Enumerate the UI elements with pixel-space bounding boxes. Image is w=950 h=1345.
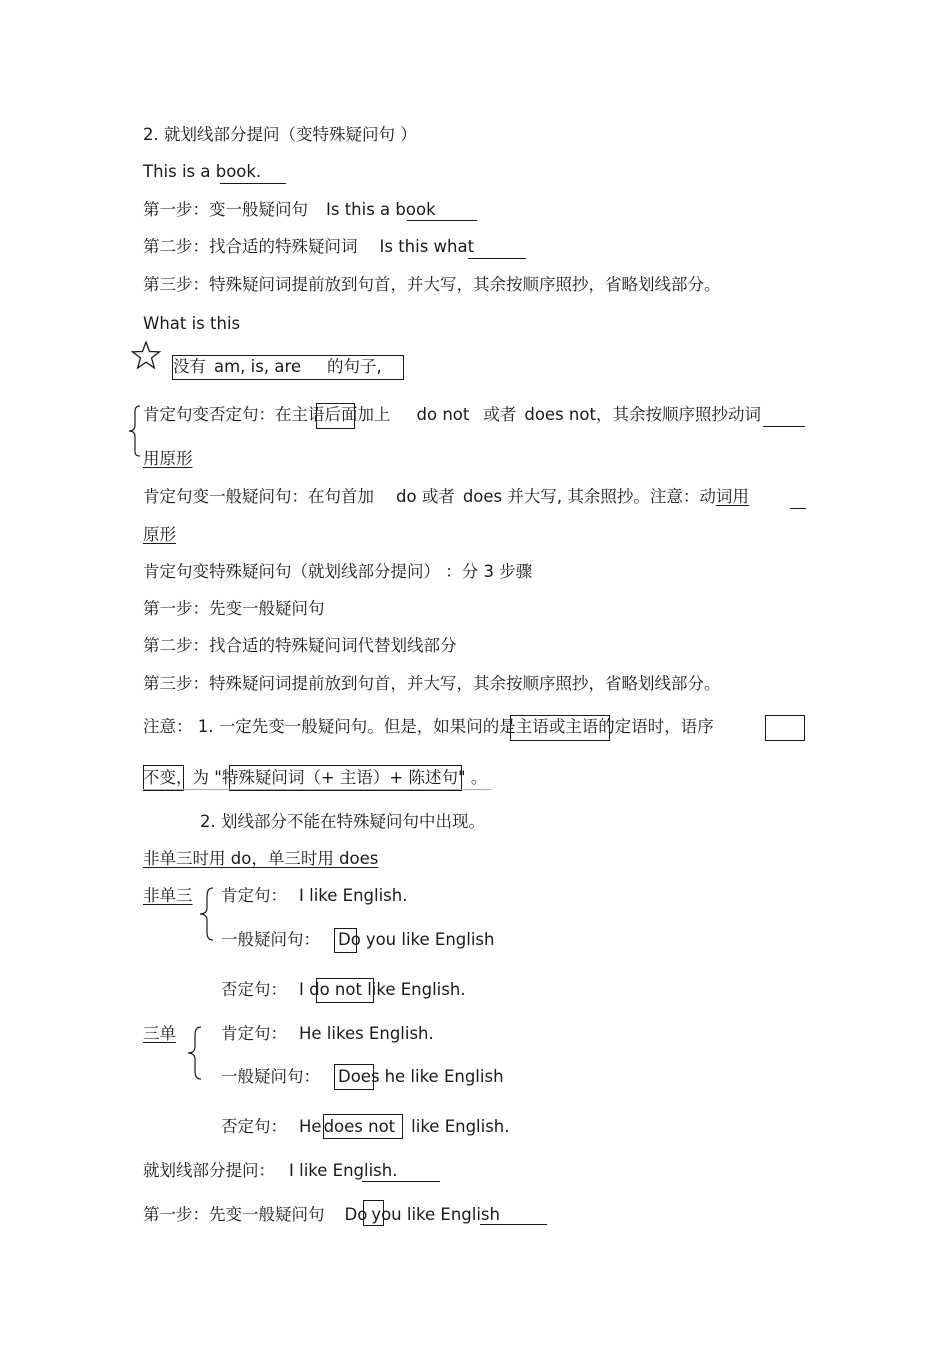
rule-text: 没有 am, is, are 的句子, [173,357,382,376]
do-not-box [316,978,374,1003]
do-box [334,928,357,953]
underline [480,1224,547,1225]
special-step2: 第二步：找合适的特殊疑问词代替划线部分 [143,636,457,655]
underline [407,220,477,221]
third-person-label: 三单 [143,1024,176,1043]
example-step3: 第三步：特殊疑问词提前放到句首，并大写，其余按顺序照抄，省略划线部分。 [143,275,721,294]
left-brace-icon [199,887,215,941]
note-2: 2. 划线部分不能在特殊疑问句中出现。 [200,812,485,831]
final-step1: 第一步：先变一般疑问句 Do you like English [143,1205,500,1224]
q-rule-line1: 肯定句变一般疑问句：在句首加 do 或者 does 并大写, 其余照抄。注意：动词用 [143,487,749,506]
underline [143,789,491,790]
special-intro: 肯定句变特殊疑问句（就划线部分提问） ：分 3 步骤 [143,562,533,581]
special-step1: 第一步：先变一般疑问句 [143,599,325,618]
example-step2 [143,236,474,258]
does-not-box [323,1114,403,1139]
final-question: 就划线部分提问： I like English. [143,1161,398,1180]
left-brace-icon [128,405,142,457]
special-step3: 第三步：特殊疑问词提前放到句首，并大写，其余按顺序照抄，省略划线部分。 [143,674,721,693]
non-third-person-label: 非单三 [143,886,193,905]
example-sentence: This is a book. [143,162,262,181]
nonthird-question: 一般疑问句： Do you like English [221,930,495,949]
blank-box [765,715,805,741]
q-rule-line2: 原形 [143,525,176,544]
nonthird-negative: 否定句： I do not like English. [221,980,466,999]
neg-rule-line2: 用原形 [143,449,193,468]
subject-box [316,403,355,429]
unchanged-box [143,765,184,791]
formula-box [229,765,462,791]
underline [468,258,526,259]
step-text: Is this what [379,237,475,256]
underline [763,426,805,427]
third-negative: 否定句： He does not like English. [221,1117,510,1136]
note-line2: 不变，为 "特殊疑问词（+ 主语）+ 陈述句" 。 [143,768,488,787]
underline [362,1181,440,1182]
underline [220,183,286,184]
note-line1: 注意： 1. 一定先变一般疑问句。但是，如果问的是主语或主语的定语时，语序 [143,717,714,736]
nonthird-positive: 肯定句： I like English. [221,886,408,905]
left-brace-icon [187,1026,203,1080]
example-step1 [143,199,436,221]
star-icon [131,341,161,369]
neg-rule-line1: 肯定句变否定句：在主语后面加上 do not 或者 does not，其余按顺序照抄动词 [143,405,761,424]
step-label: 第一步：变一般疑问句 [143,200,308,219]
third-positive: 肯定句： He likes English. [221,1024,434,1043]
third-question: 一般疑问句： Does he like English [221,1067,504,1086]
step-label: 第二步：找合适的特殊疑问词 [143,237,358,256]
section-title: 2. 就划线部分提问（变特殊疑问句 ） [143,125,417,144]
example-result: What is this [143,314,241,333]
does-box [334,1064,374,1090]
do-box [363,1200,384,1226]
step-text: Is this a book [326,200,436,219]
underline [790,508,806,509]
subject-highlight-box [510,715,610,741]
do-does-rule: 非单三时用 do，单三时用 does [143,849,379,868]
